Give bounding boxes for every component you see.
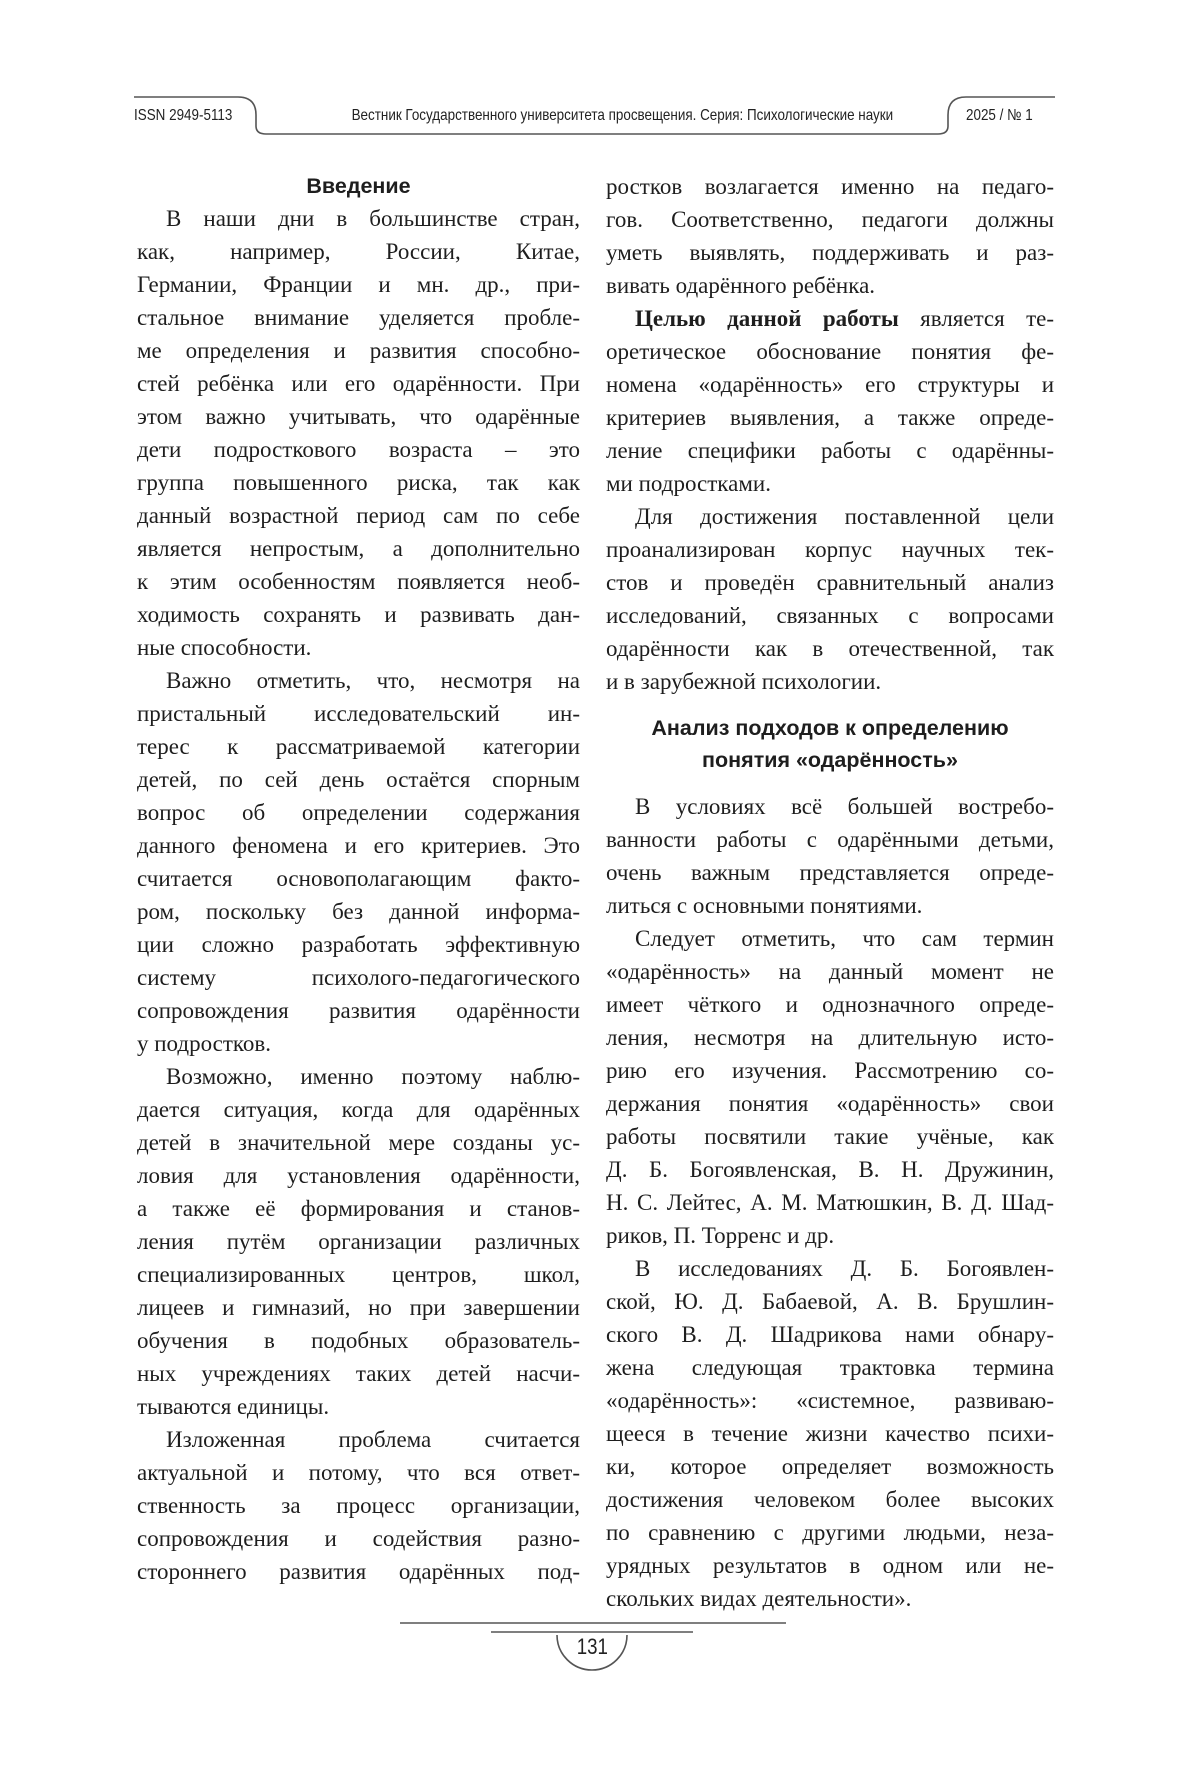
text-line: номена «одарённость» его структуры и: [606, 368, 1054, 401]
paragraph: [137, 664, 580, 1060]
text-line: является непростым, а дополнительно: [137, 532, 580, 565]
text-line: держания понятия «одарённость» свои: [606, 1087, 1054, 1120]
text-line: ные способности.: [137, 631, 580, 664]
text-line: дети подросткового возраста – это: [137, 433, 580, 466]
text-line: очень важным представляется опреде-: [606, 856, 1054, 889]
paragraph: [606, 922, 1054, 1252]
text-line: детей в значительной мере созданы ус-: [137, 1126, 580, 1159]
paragraph: [606, 500, 1054, 698]
text-line: риков, П. Торренс и др.: [606, 1219, 1054, 1252]
text-line: ходимость сохранять и развивать дан-: [137, 598, 580, 631]
text-line: имеет чёткого и однозначного опреде-: [606, 988, 1054, 1021]
text-line: скольких видах деятельности».: [606, 1582, 1054, 1615]
text-line: обучения в подобных образователь-: [137, 1324, 580, 1357]
text-line: критериев выявления, а также опреде-: [606, 401, 1054, 434]
text-line: В наши дни в большинстве стран,: [137, 202, 580, 235]
journal-title: Вестник Государственного университета просвещения. Серия: Психологические науки: [300, 107, 920, 125]
text-line: тываются единицы.: [137, 1390, 580, 1423]
text-line: ской, Ю. Д. Бабаевой, А. В. Брушлин-: [606, 1285, 1054, 1318]
page-number: 131: [552, 1634, 632, 1660]
text-line: стов и проведён сравнительный анализ: [606, 566, 1054, 599]
text-line: как, например, России, Китае,: [137, 235, 580, 268]
text-line: и в зарубежной психологии.: [606, 665, 1054, 698]
text-line: уметь выявлять, поддерживать и раз-: [606, 236, 1054, 269]
text-line: ского В. Д. Шадрикова нами обнару-: [606, 1318, 1054, 1351]
text-line: специализированных центров, школ,: [137, 1258, 580, 1291]
text-line: «одарённость» на данный момент не: [606, 955, 1054, 988]
text-line: группа повышенного риска, так как: [137, 466, 580, 499]
text-line: ственность за процесс организации,: [137, 1489, 580, 1522]
text-line: [606, 302, 1054, 335]
text-line: гов. Соответственно, педагоги должны: [606, 203, 1054, 236]
text-line: ление специфики работы с одарённы-: [606, 434, 1054, 467]
text-line: ки, которое определяет возможность: [606, 1450, 1054, 1483]
text-line: ме определения и развития способно-: [137, 334, 580, 367]
text-line: ных учреждениях таких детей насчи-: [137, 1357, 580, 1390]
text-line: ловия для установления одарённости,: [137, 1159, 580, 1192]
paragraph: [137, 1060, 580, 1423]
section-heading-analysis: понятия «одарённость»: [606, 744, 1054, 776]
bold-lead: Целью данной работы: [635, 306, 899, 331]
text-line: ции сложно разработать эффективную: [137, 928, 580, 961]
paragraph: [606, 790, 1054, 922]
text-line: ванности работы с одарёнными детьми,: [606, 823, 1054, 856]
paragraph: [606, 1252, 1054, 1615]
text-line: ления путём организации различных: [137, 1225, 580, 1258]
text-line: Н. С. Лейтес, А. М. Матюшкин, В. Д. Шад-: [606, 1186, 1054, 1219]
text-line: одарённости как в отечественной, так: [606, 632, 1054, 665]
text-line: у подростков.: [137, 1027, 580, 1060]
section-heading-introduction: Введение: [137, 170, 580, 202]
text-line: сопровождения и содействия разно-: [137, 1522, 580, 1555]
left-column: [137, 170, 580, 1588]
text-line: систему психолого-педагогического: [137, 961, 580, 994]
text-line: данный возрастной период сам по себе: [137, 499, 580, 532]
paragraph: [606, 302, 1054, 500]
text-line: щееся в течение жизни качество психи-: [606, 1417, 1054, 1450]
text-line: актуальной и потому, что вся ответ-: [137, 1456, 580, 1489]
text-line: В условиях всё большей востребо-: [606, 790, 1054, 823]
text-line: Германии, Франции и мн. др., при-: [137, 268, 580, 301]
section-heading-analysis: Анализ подходов к определению: [606, 712, 1054, 744]
spacer: [606, 698, 1054, 712]
text-line: по сравнению с другими людьми, неза-: [606, 1516, 1054, 1549]
text-line: урядных результатов в одном или не-: [606, 1549, 1054, 1582]
text-line: жена следующая трактовка термина: [606, 1351, 1054, 1384]
text-line: проанализирован корпус научных тек-: [606, 533, 1054, 566]
text-line: исследований, связанных с вопросами: [606, 599, 1054, 632]
text-line: лицеев и гимназий, но при завершении: [137, 1291, 580, 1324]
text-line: ростков возлагается именно на педаго-: [606, 170, 1054, 203]
text-line: работы посвятили такие учёные, как: [606, 1120, 1054, 1153]
spacer: [606, 776, 1054, 790]
text-line: литься с основными понятиями.: [606, 889, 1054, 922]
text-line: «одарённость»: «системное, развиваю-: [606, 1384, 1054, 1417]
text-line: а также её формирования и станов-: [137, 1192, 580, 1225]
text-line: к этим особенностям появляется необ-: [137, 565, 580, 598]
text-line: вивать одарённого ребёнка.: [606, 269, 1054, 302]
text-line: стороннего развития одарённых под-: [137, 1555, 580, 1588]
right-column: [606, 170, 1054, 1615]
text-line: рию его изучения. Рассмотрению со-: [606, 1054, 1054, 1087]
text-line: ми подростками.: [606, 467, 1054, 500]
text-line: достижения человеком более высоких: [606, 1483, 1054, 1516]
text-line: стей ребёнка или его одарённости. При: [137, 367, 580, 400]
text-line: стальное внимание уделяется пробле-: [137, 301, 580, 334]
text-line: В исследованиях Д. Б. Богоявлен-: [606, 1252, 1054, 1285]
text-line: оретическое обоснование понятия фе-: [606, 335, 1054, 368]
text-line: Следует отметить, что сам термин: [606, 922, 1054, 955]
text-line: Возможно, именно поэтому наблю-: [137, 1060, 580, 1093]
text-line: Важно отметить, что, несмотря на: [137, 664, 580, 697]
text-line: дается ситуация, когда для одарённых: [137, 1093, 580, 1126]
text-span: является те-: [899, 306, 1054, 331]
text-line: вопрос об определении содержания: [137, 796, 580, 829]
text-line: ления, несмотря на длительную исто-: [606, 1021, 1054, 1054]
text-line: этом важно учитывать, что одарённые: [137, 400, 580, 433]
paragraph: [137, 1423, 580, 1588]
text-line: Д. Б. Богоявленская, В. Н. Дружинин,: [606, 1153, 1054, 1186]
paragraph: [137, 202, 580, 664]
text-line: ром, поскольку без данной информа-: [137, 895, 580, 928]
text-line: детей, по сей день остаётся спорным: [137, 763, 580, 796]
issue-number: 2025 / № 1: [966, 107, 1045, 125]
text-line: пристальный исследовательский ин-: [137, 697, 580, 730]
issn: ISSN 2949-5113: [134, 107, 251, 125]
text-line: сопровождения развития одарённости: [137, 994, 580, 1027]
text-line: считается основополагающим факто-: [137, 862, 580, 895]
text-line: Изложенная проблема считается: [137, 1423, 580, 1456]
paragraph: [606, 170, 1054, 302]
text-line: Для достижения поставленной цели: [606, 500, 1054, 533]
text-line: данного феномена и его критериев. Это: [137, 829, 580, 862]
text-line: терес к рассматриваемой категории: [137, 730, 580, 763]
